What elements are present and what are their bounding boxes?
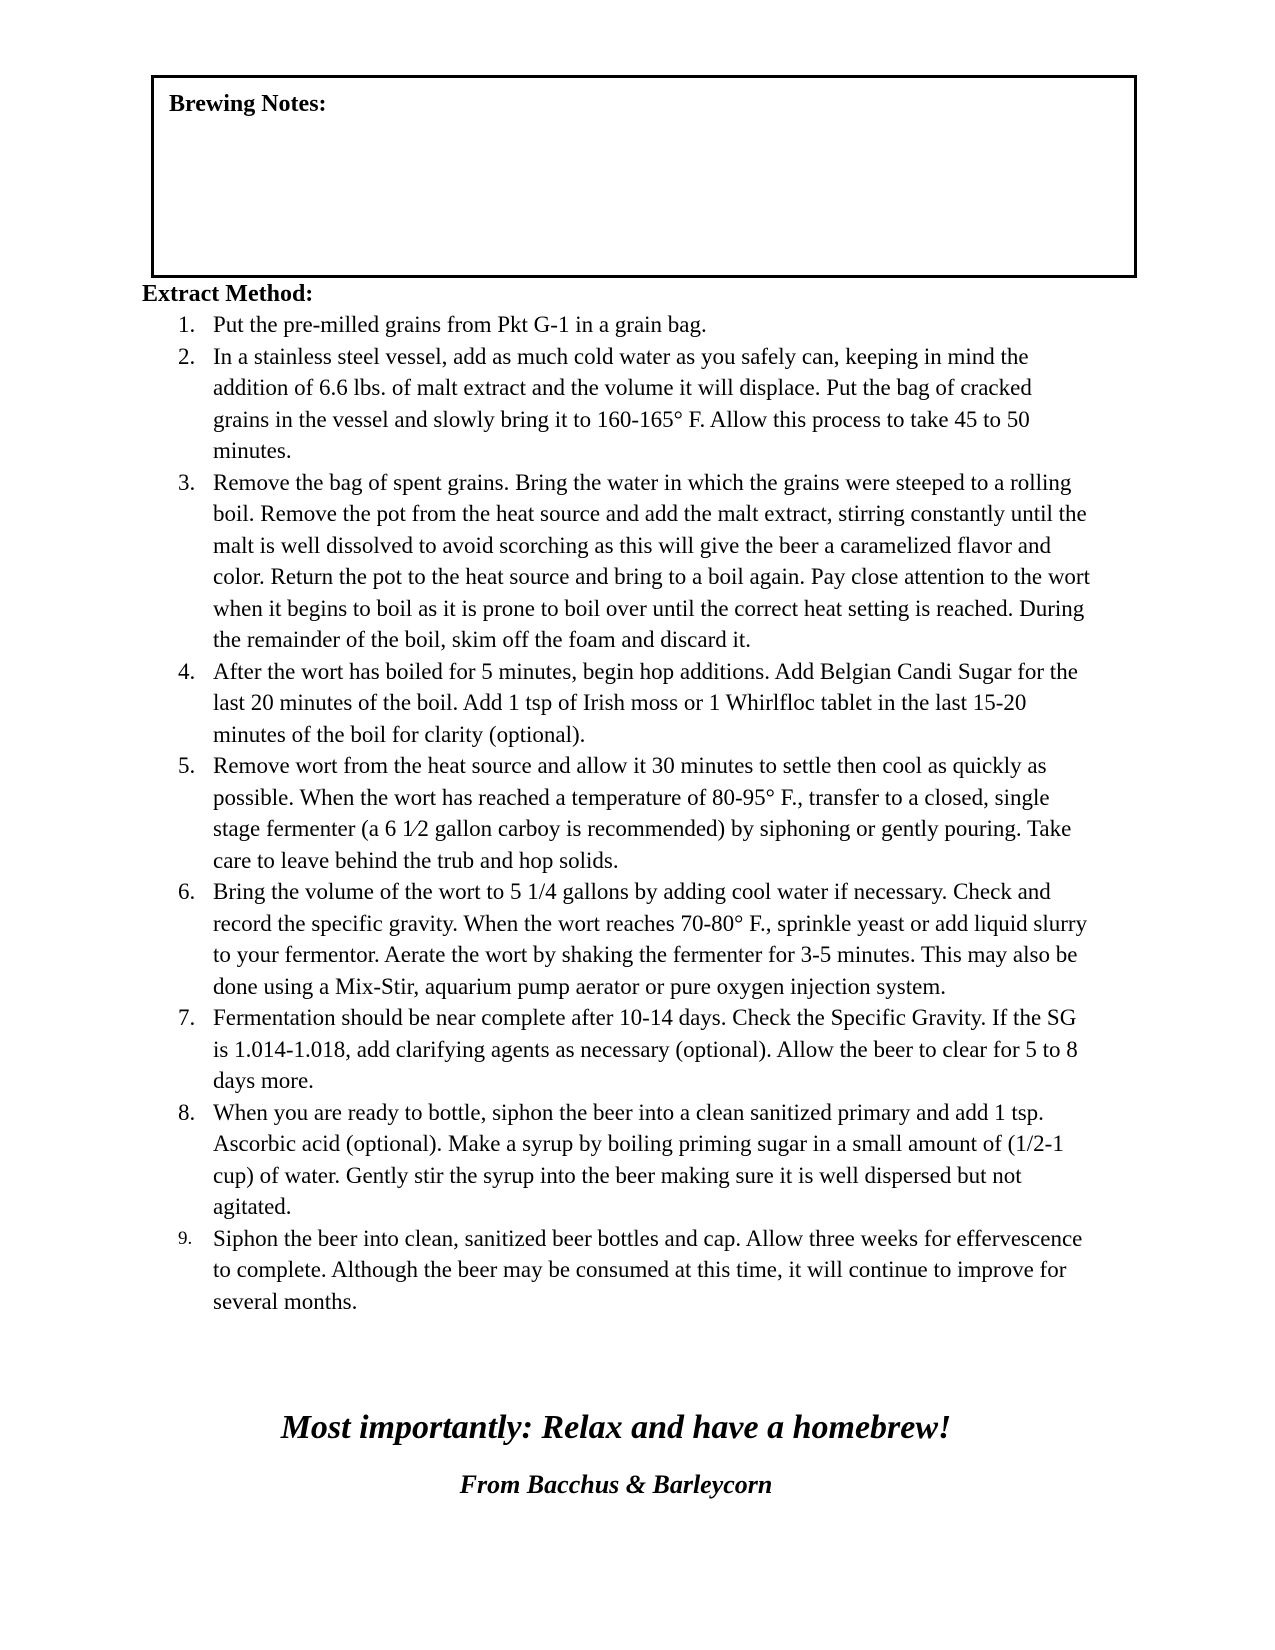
footer-tagline: Most importantly: Relax and have a homebrew! — [280, 1409, 952, 1446]
brewing-notes-label: Brewing Notes: — [169, 91, 327, 117]
step-number: 7. — [178, 1005, 196, 1030]
brewing-notes-box — [151, 75, 1137, 278]
step-text: Remove the bag of spent grains. Bring the water in which the grains were steeped to a rolling boil. Remove the pot from the heat source and add the malt extract, stirring constantly until the malt is well dissolved to avoid scorching as this will give the beer a caramelized flavor and color. Return the pot to the heat source and bring to a boil again. Pay close attention to the wort when it begins to boil as it is prone to boil over until the correct heat setting is reached. During the remainder of the boil, skim off the foam and discard it. — [213, 469, 1090, 652]
step-number: 3. — [178, 469, 196, 495]
step-number: 2. — [178, 343, 196, 369]
step-text: Put the pre-milled grains from Pkt G-1 in a grain bag. — [213, 312, 707, 337]
step-item-6 — [142, 876, 1090, 1002]
step-item-9 — [142, 1223, 1090, 1318]
step-number: 4. — [178, 658, 196, 684]
footer-attribution: From Bacchus & Barleycorn — [459, 1470, 773, 1499]
step-text: Bring the volume of the wort to 5 1/4 gallons by adding cool water if necessary. Check and record the specific gravity. When the wort reaches 70-80° F., sprinkle yeast or add liquid slurry to your fermentor. Aerate the wort by shaking the fermenter for 3-5 minutes. This may also be done using a Mix-Stir, aquarium pump aerator or pure oxygen injection system. — [213, 879, 1088, 999]
step-item-3 — [142, 467, 1090, 656]
extract-method-steps — [142, 309, 1090, 1317]
step-item-7 — [142, 1002, 1090, 1097]
step-item-5 — [142, 750, 1090, 876]
step-item-2 — [142, 341, 1090, 467]
extract-method-section — [142, 279, 1090, 1317]
step-item-1 — [142, 309, 1090, 341]
step-number: 8. — [178, 1099, 196, 1125]
extract-method-heading: Extract Method: — [142, 281, 314, 307]
step-number: 1. — [178, 312, 196, 337]
step-item-4 — [142, 656, 1090, 751]
step-text: When you are ready to bottle, siphon the beer into a clean sanitized primary and add 1 tsp. Ascorbic acid (optional). Make a syrup by boiling priming sugar in a small amount of (1/2-1 cup) of water. Gently stir the syrup into the beer making sure it is well dispersed but not agitated. — [213, 1099, 1064, 1219]
step-text: After the wort has boiled for 5 minutes, begin hop additions. Add Belgian Candi Sugar for the last 20 minutes of the boil. Add 1 tsp of Irish moss or 1 Whirlfloc tablet in the last 15-20 minutes of the boil for clarity (optional). — [213, 658, 1078, 747]
step-text: Siphon the beer into clean, sanitized beer bottles and cap. Allow three weeks for effervescence to complete. Although the beer may be consumed at this time, it will continue to improve for several months. — [213, 1225, 1083, 1314]
step-number: 5. — [178, 753, 196, 778]
step-item-8 — [142, 1097, 1090, 1223]
step-text: In a stainless steel vessel, add as much cold water as you safely can, keeping in mind the addition of 6.6 lbs. of malt extract and the volume it will displace. Put the bag of cracked grains in the vessel and slowly bring it to 160-165° F. Allow this process to take 45 to 50 minutes. — [213, 343, 1032, 463]
step-number: 6. — [178, 879, 196, 904]
step-number: 9. — [178, 1227, 193, 1249]
step-text: Fermentation should be near complete after 10-14 days. Check the Specific Gravity. If the SG is 1.014-1.018, add clarifying agents as necessary (optional). Allow the beer to clear for 5 to 8 days more. — [213, 1005, 1078, 1093]
footer — [142, 1406, 1090, 1502]
step-text: Remove wort from the heat source and allow it 30 minutes to settle then cool as quickly as possible. When the wort has reached a temperature of 80-95° F., transfer to a closed, single stage fermenter (a 6 1⁄2 gallon carboy is recommended) by siphoning or gently pouring. Take care to leave behind the trub and hop solids. — [213, 753, 1072, 873]
